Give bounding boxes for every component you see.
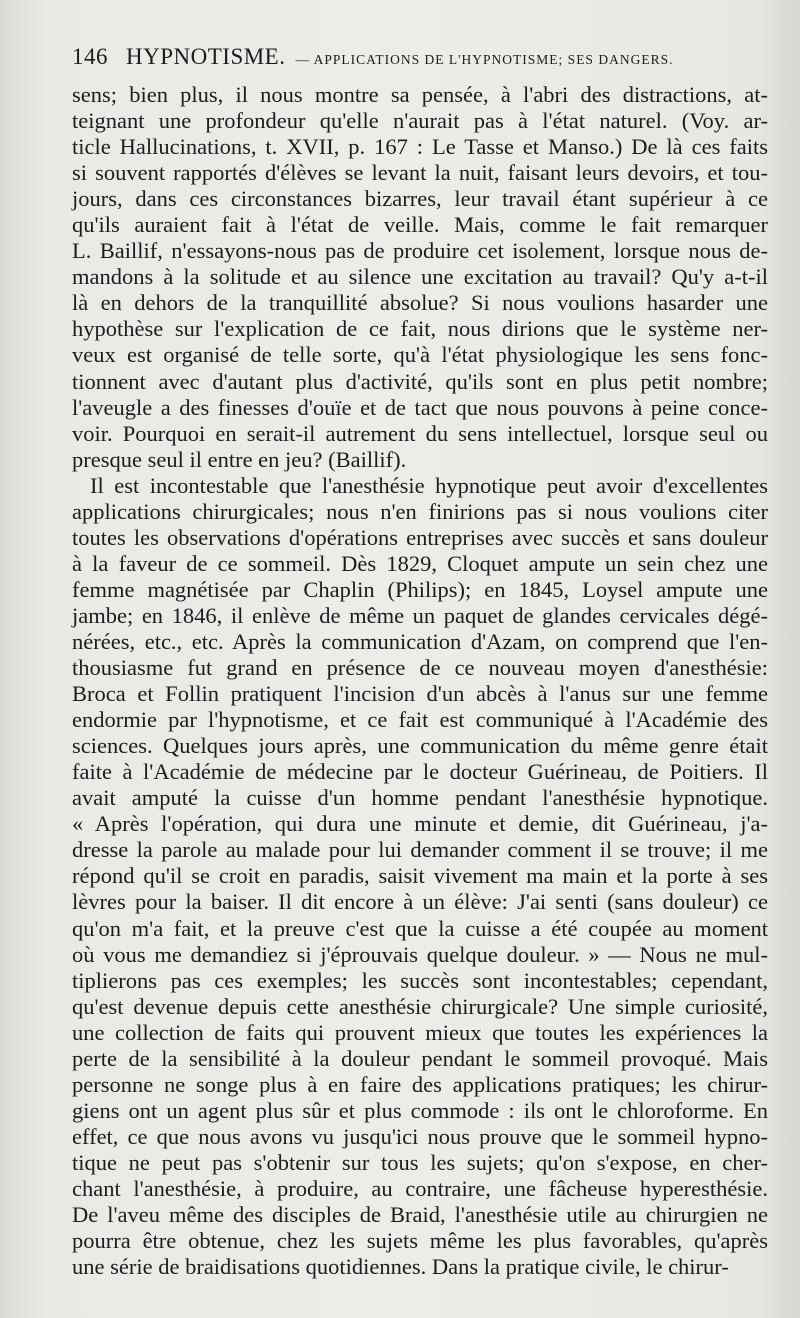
- running-header: [72, 44, 752, 78]
- text-line: qu'ils auraient fait à l'état de veille. Mais, comme le fait remarquer: [72, 212, 768, 238]
- text-line: tionnent avec d'autant plus d'activité, qu'ils sont en plus petit nombre;: [72, 368, 768, 394]
- text-line: effet, ce que nous avons vu jusqu'ici nous prouve que le sommeil hypno-: [72, 1123, 768, 1149]
- text-line: personne ne songe plus à en faire des applications pratiques; les chirur-: [72, 1071, 768, 1097]
- text-line: jambe; en 1846, il enlève de même un paquet de glandes cervicales dégé-: [72, 602, 768, 628]
- text-line: hypothèse sur l'explication de ce fait, nous dirions que le système ner-: [72, 316, 768, 342]
- text-line: De l'aveu même des disciples de Braid, l'anesthésie utile au chirurgien ne: [72, 1202, 768, 1228]
- text-line: tiplierons pas ces exemples; les succès sont incontestables; cependant,: [72, 967, 768, 993]
- text-line: ticle Hallucinations, t. XVII, p. 167 : Le Tasse et Manso.) De là ces faits: [72, 134, 768, 160]
- text-line: qu'on m'a fait, et la preuve c'est que la cuisse a été coupée au moment: [72, 915, 768, 941]
- text-line: tique ne peut pas s'obtenir sur tous les sujets; qu'on s'expose, en cher-: [72, 1149, 768, 1175]
- text-line: à la faveur de ce sommeil. Dès 1829, Cloquet ampute un sein chez une: [72, 550, 768, 576]
- text-line: là en dehors de la tranquillité absolue? Si nous voulions hasarder une: [72, 290, 768, 316]
- text-line: dresse la parole au malade pour lui demander comment il se trouve; il me: [72, 837, 768, 863]
- text-line: pourra être obtenue, chez les sujets même les plus favorables, qu'après: [72, 1228, 768, 1254]
- text-line: teignant une profondeur qu'elle n'aurait pas à l'état naturel. (Voy. ar-: [72, 108, 768, 134]
- text-line: presque seul il entre en jeu? (Baillif).: [72, 446, 407, 472]
- text-line: « Après l'opération, qui dura une minute et demie, dit Guérineau, j'a-: [72, 811, 768, 837]
- text-line: perte de la sensibilité à la douleur pendant le sommeil provoqué. Mais: [72, 1045, 768, 1071]
- paragraph: [72, 473, 768, 1280]
- text-line: une série de braidisations quotidiennes. Dans la pratique civile, le chirur-: [72, 1254, 729, 1280]
- text-line: toutes les observations d'opérations entreprises avec succès et sans douleur: [72, 524, 768, 550]
- text-line: sens; bien plus, il nous montre sa pensée, à l'abri des distractions, at-: [72, 82, 768, 107]
- text-line: applications chirurgicales; nous n'en finirions pas si nous voulions citer: [72, 498, 768, 524]
- text-line: nérées, etc., etc. Après la communication d'Azam, on comprend que l'en-: [72, 628, 768, 654]
- text-line: chant l'anesthésie, à produire, au contraire, une fâcheuse hyperesthésie.: [72, 1175, 768, 1201]
- body-text: [72, 82, 768, 1280]
- text-line: l'aveugle a des finesses d'ouïe et de tact que nous pouvons à peine conce-: [72, 394, 768, 420]
- text-line: qu'est devenue depuis cette anesthésie chirurgicale? Une simple curiosité,: [72, 993, 768, 1019]
- text-line: si souvent rapportés d'élèves se levant la nuit, faisant leurs devoirs, et tou-: [72, 160, 768, 186]
- text-line: voir. Pourquoi en serait-il autrement du sens intellectuel, lorsque seul ou: [72, 420, 768, 446]
- text-line: lèvres pour la baiser. Il dit encore à un élève: J'ai senti (sans douleur) ce: [72, 889, 768, 915]
- text-line: femme magnétisée par Chaplin (Philips); en 1845, Loysel ampute une: [72, 576, 768, 602]
- paragraph: [72, 82, 768, 473]
- text-line: faite à l'Académie de médecine par le docteur Guérineau, de Poitiers. Il: [72, 759, 768, 785]
- text-line: Il est incontestable que l'anesthésie hypnotique peut avoir d'excellentes: [90, 472, 768, 498]
- page-number: 146: [72, 44, 108, 69]
- text-line: sciences. Quelques jours après, une communication du même genre était: [72, 733, 768, 759]
- text-line: veux est organisé de telle sorte, qu'à l'état physiologique les sens fonc-: [72, 342, 768, 368]
- text-line: jours, dans ces circonstances bizarres, leur travail étant supérieur à ce: [72, 186, 768, 212]
- text-line: une collection de faits qui prouvent mieux que toutes les expériences la: [72, 1019, 768, 1045]
- text-line: L. Baillif, n'essayons-nous pas de produire cet isolement, lorsque nous de-: [72, 238, 768, 264]
- text-line: où vous me demandiez si j'éprouvais quelque douleur. » — Nous ne mul-: [72, 941, 768, 967]
- text-line: répond qu'il se croit en paradis, saisit vivement ma main et la porte à ses: [72, 863, 768, 889]
- text-line: giens ont un agent plus sûr et plus commode : ils ont le chloroforme. En: [72, 1097, 768, 1123]
- text-line: thousiasme fut grand en présence de ce nouveau moyen d'anesthésie:: [72, 655, 768, 681]
- text-line: endormie par l'hypnotisme, et ce fait est communiqué à l'Académie des: [72, 707, 768, 733]
- running-title: HYPNOTISME.: [126, 44, 286, 69]
- text-line: avait amputé la cuisse d'un homme pendant l'anesthésie hypnotique.: [72, 785, 768, 811]
- text-line: mandons à la solitude et au silence une excitation au travail? Qu'y a-t-il: [72, 264, 768, 290]
- running-subtitle: — APPLICATIONS DE L'HYPNOTISME; SES DANGERS.: [295, 52, 674, 67]
- text-line: Broca et Follin pratiquent l'incision d'un abcès à l'anus sur une femme: [72, 681, 768, 707]
